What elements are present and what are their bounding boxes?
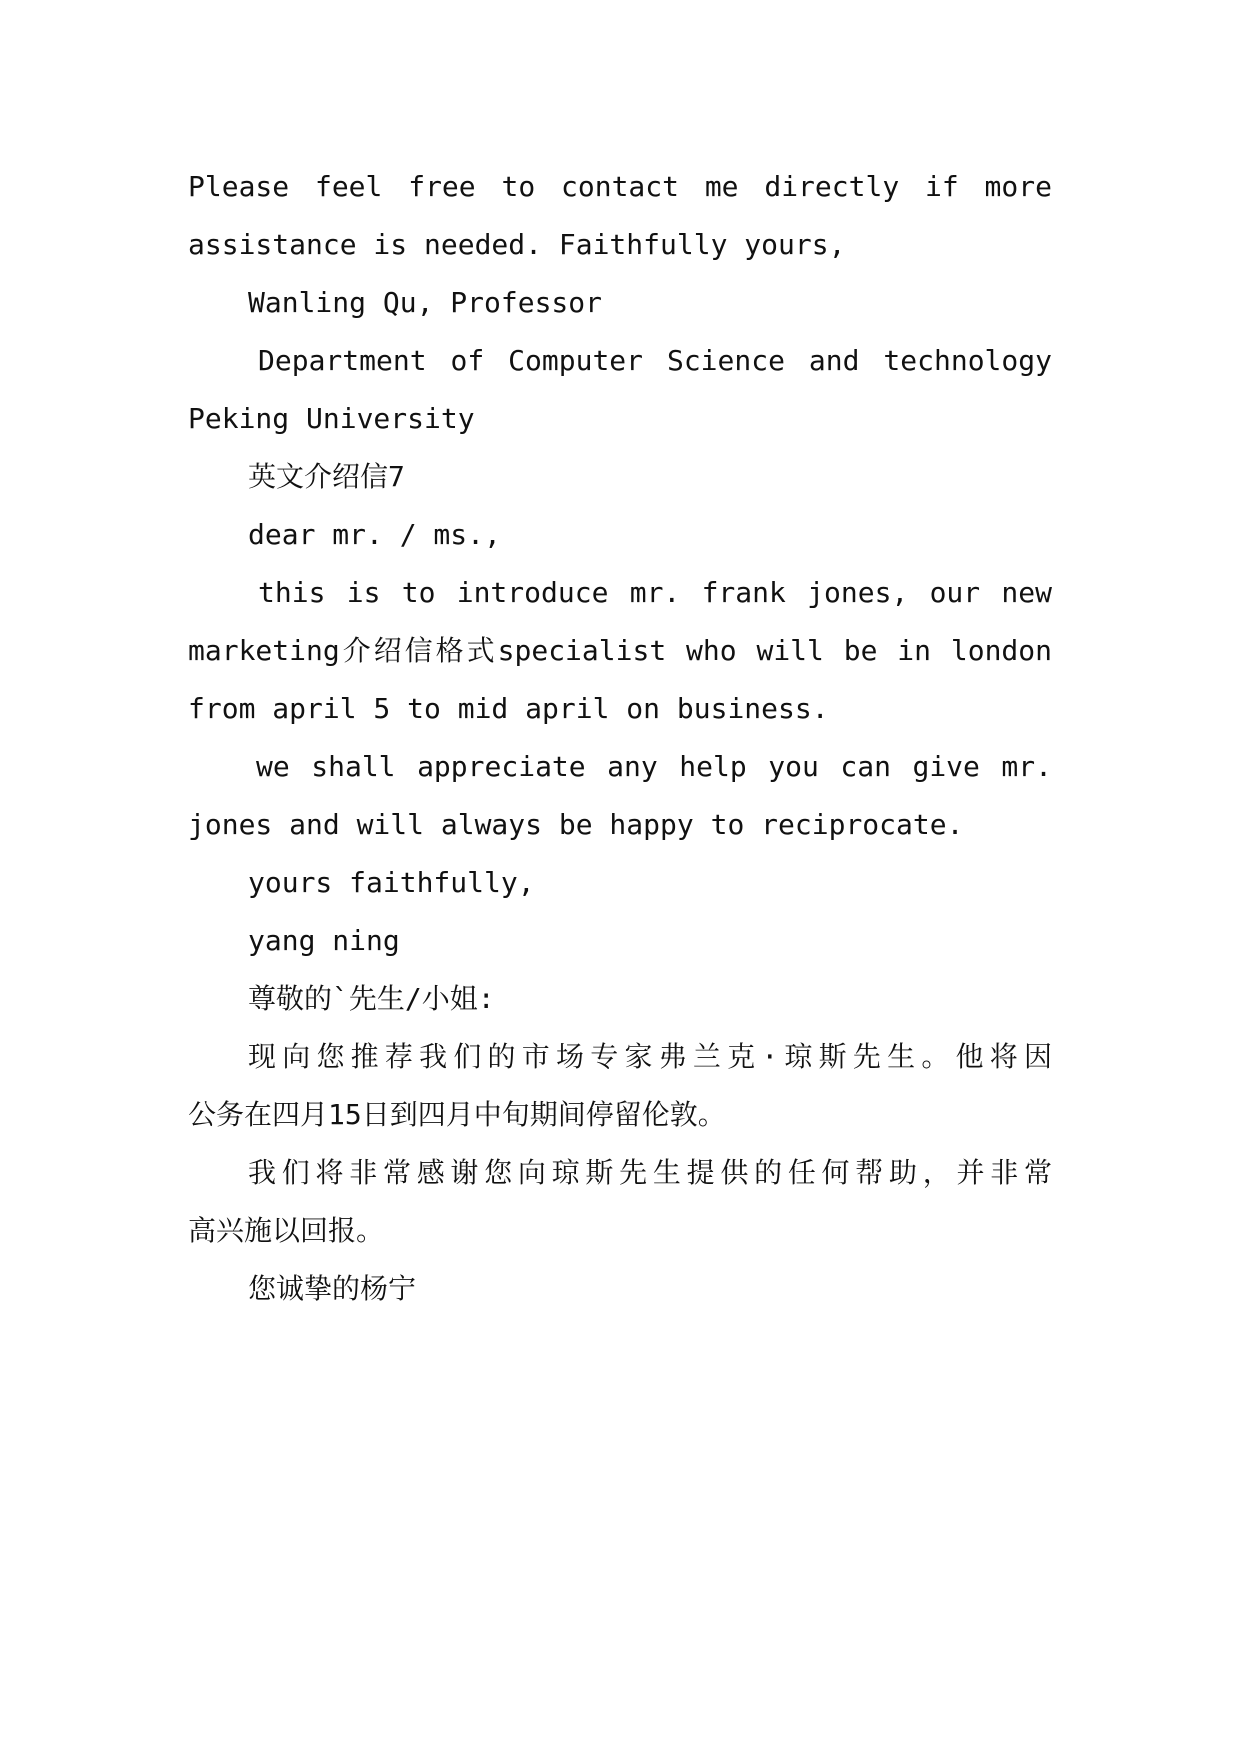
text-line: yang ning <box>248 924 400 957</box>
text-line: 您诚挚的杨宁 <box>248 1272 417 1305</box>
text-line: this is to introduce mr. frank jones, our new <box>258 576 1052 609</box>
text-line: 尊敬的`先生/小姐: <box>248 982 495 1015</box>
text-line: assistance is needed. Faithfully yours, <box>188 228 846 261</box>
text-line: 英文介绍信7 <box>248 460 405 493</box>
text-line: 公务在四月15日到四月中旬期间停留伦敦。 <box>188 1098 726 1131</box>
section-heading <box>188 448 1052 506</box>
signature-affiliation <box>188 332 1052 448</box>
text-line: marketing介绍信格式specialist who will be in london <box>188 634 1052 667</box>
text-line: 高兴施以回报。 <box>188 1214 385 1247</box>
sender-name <box>188 912 1052 970</box>
text-line: Wanling Qu, Professor <box>248 286 603 319</box>
text-line: Department of Computer Science and technology <box>258 344 1052 377</box>
complimentary-close <box>188 854 1052 912</box>
text-line: jones and will always be happy to reciprocate. <box>188 808 964 841</box>
text-line: we shall appreciate any help you can give mr. <box>256 750 1052 783</box>
signature-name <box>188 274 1052 332</box>
letter-body <box>188 158 1052 1318</box>
salutation-chinese <box>188 970 1052 1028</box>
body-paragraph-1 <box>188 564 1052 738</box>
body-paragraph-chinese-1 <box>188 1028 1052 1144</box>
text-line: 现向您推荐我们的市场专家弗兰克·琼斯先生。他将因 <box>248 1040 1052 1073</box>
closing-paragraph <box>188 158 1052 274</box>
body-paragraph-chinese-2 <box>188 1144 1052 1260</box>
salutation <box>188 506 1052 564</box>
body-paragraph-2 <box>188 738 1052 854</box>
text-line: from april 5 to mid april on business. <box>188 692 829 725</box>
text-line: Peking University <box>188 402 475 435</box>
text-line: yours faithfully, <box>248 866 535 899</box>
closing-chinese <box>188 1260 1052 1318</box>
text-line: dear mr. / ms., <box>248 518 501 551</box>
text-line: Please feel free to contact me directly if more <box>188 170 1052 203</box>
text-line: 我们将非常感谢您向琼斯先生提供的任何帮助，并非常 <box>248 1156 1052 1189</box>
